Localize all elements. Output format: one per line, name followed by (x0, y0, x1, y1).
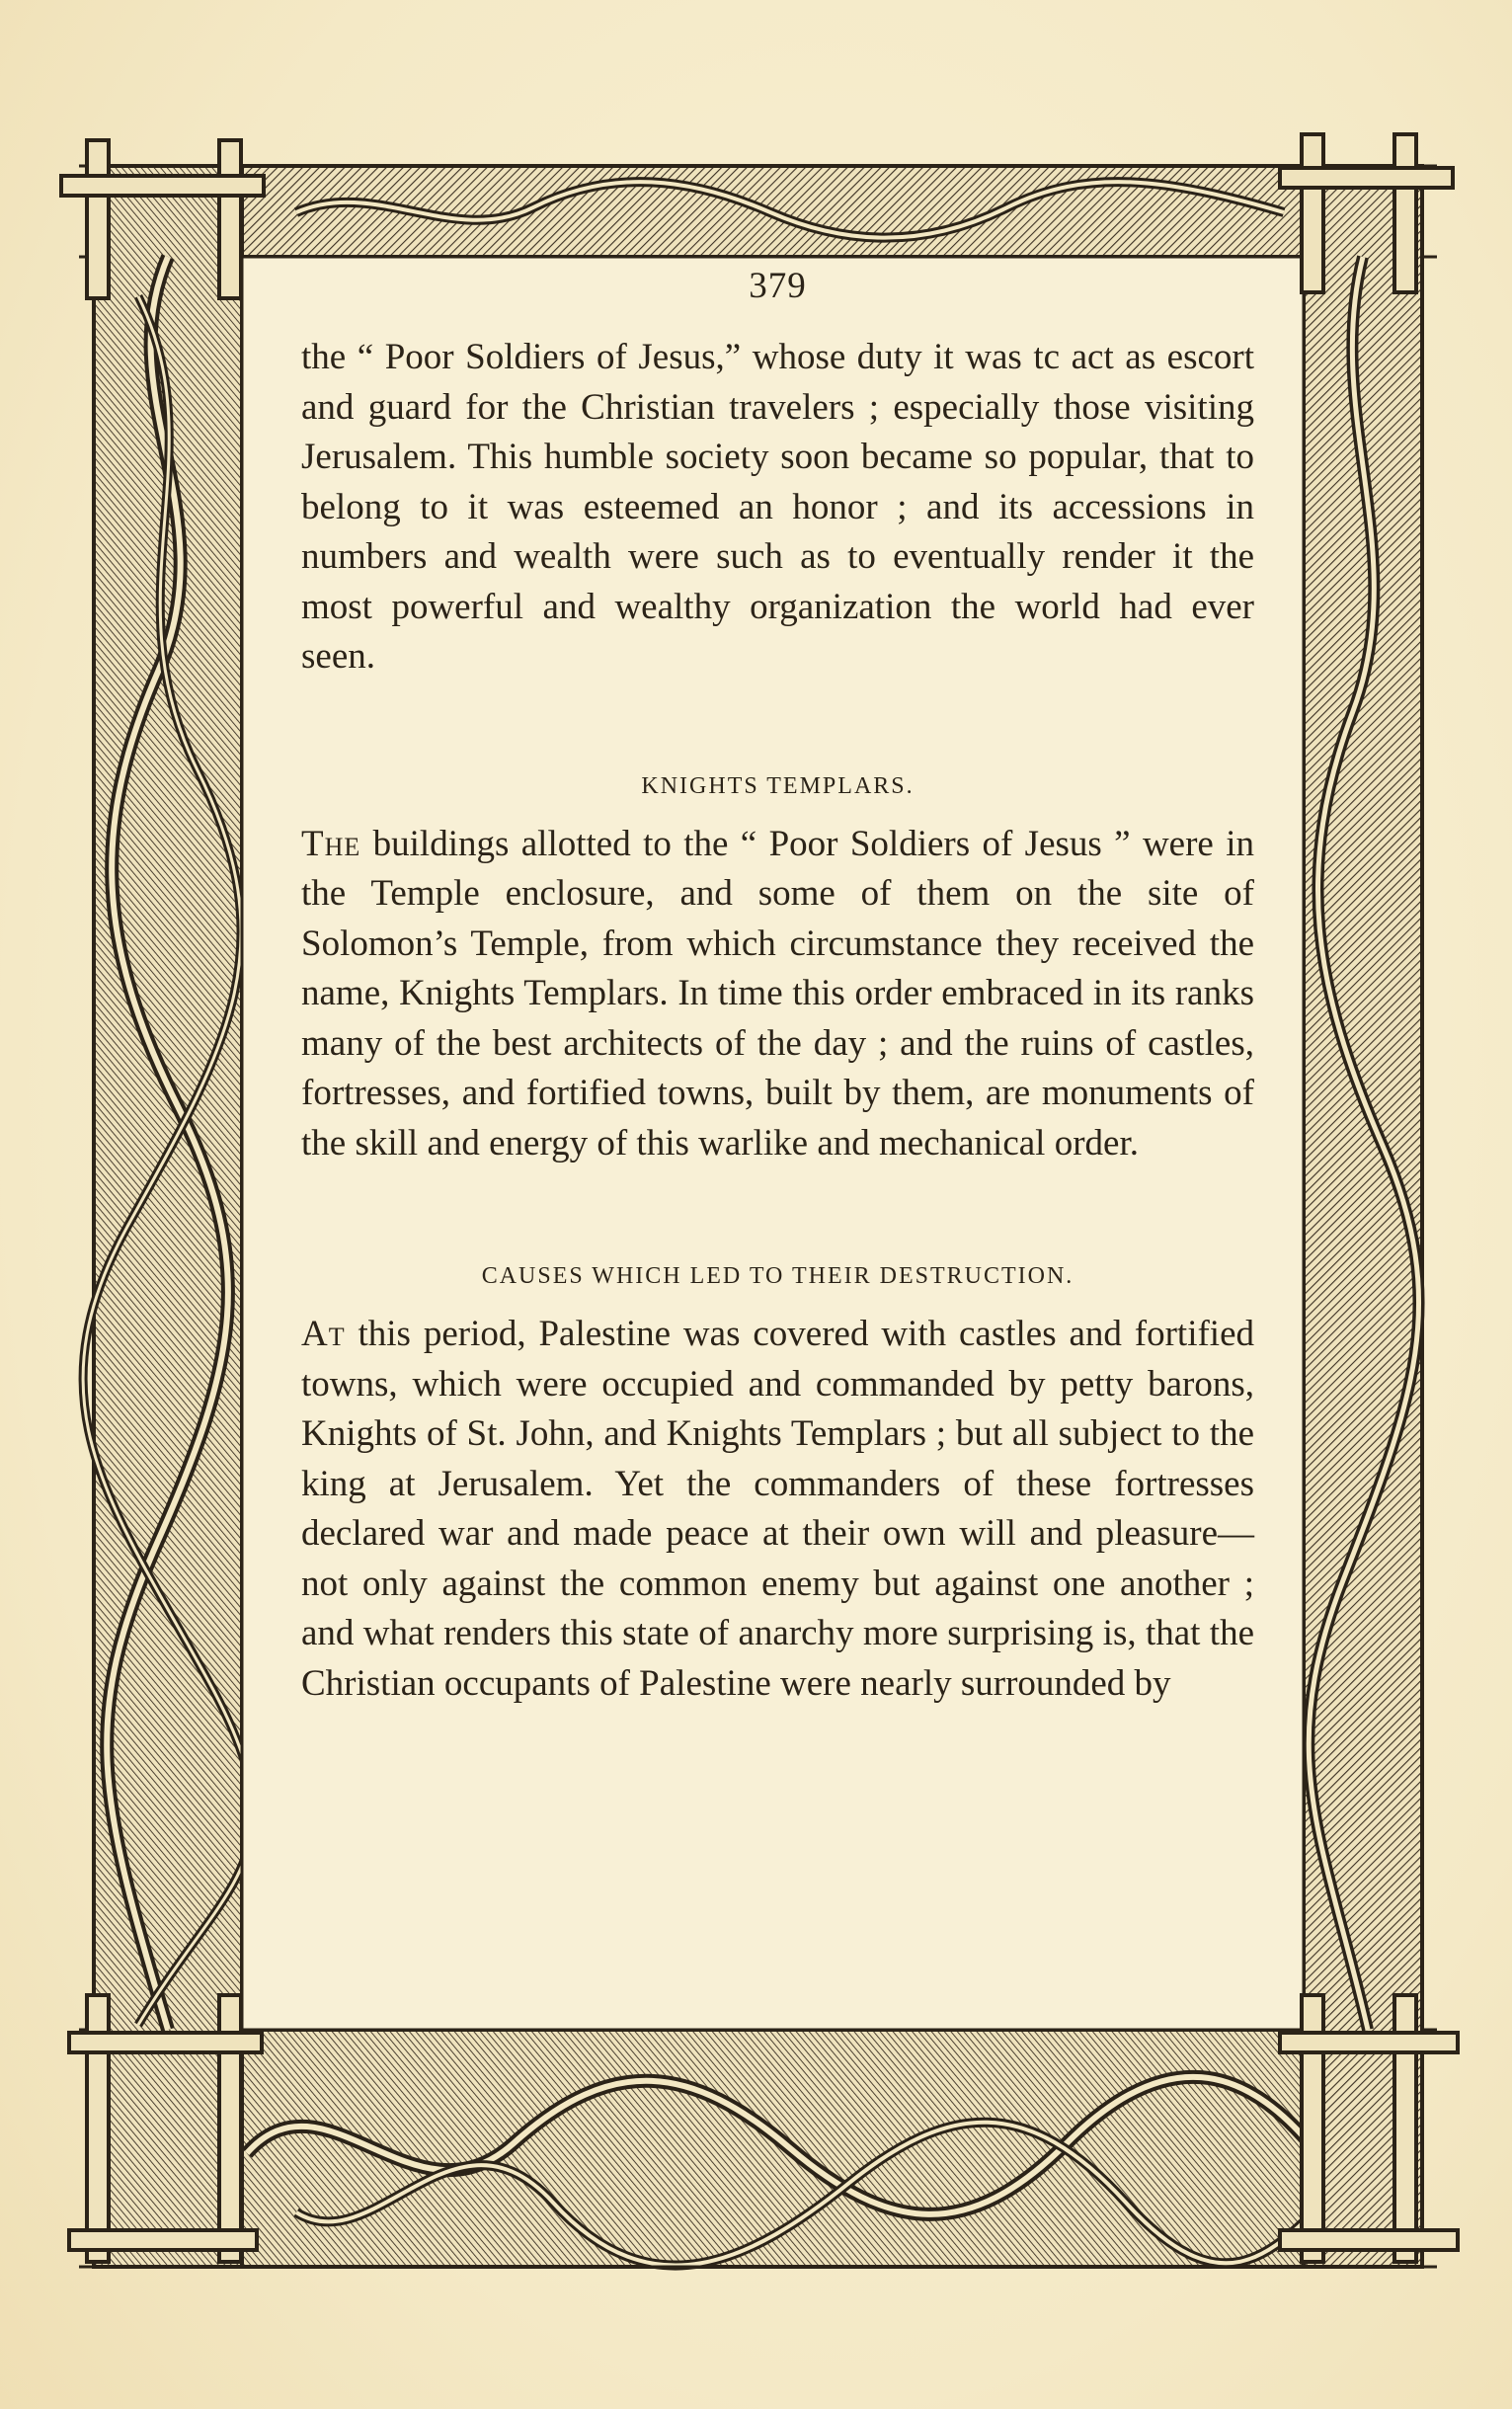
text-content (301, 265, 1254, 1964)
right-border-column (1304, 166, 1422, 2267)
top-border-band (79, 166, 1437, 257)
section-heading-causes: CAUSES WHICH LED TO THEIR DESTRUCTION. (481, 1263, 1074, 1289)
paragraph-1: the “ Poor Soldiers of Jesus,” whose duty it was tc act as escort and guard for the Christian travelers ; especially those visiting Jerusalem. This humble society soon became so popular, that to belong to it was esteemed an honor ; and its accessions in numbers and wealth were such as to eventually render it the most powerful and wealthy organization the world had ever seen. (301, 337, 1254, 677)
paragraph-2-body: buildings allotted to the “ Poor Soldiers of Jesus ” were in the Temple enclosure, and some of them on the site of Solomon’s Temple, from which circumstance they received the name, Knights Templars. In time this order embraced in its ranks many of the best architects of the day ; and the ruins of castles, fortresses, and fortified towns, built by them, are monuments of the skill and energy of this warlike and mechanical order. (301, 823, 1254, 1164)
paragraph-3 (301, 1310, 1254, 1709)
paragraph-2-lead: The (301, 823, 361, 864)
page-number: 379 (749, 266, 807, 306)
paragraph-3-lead: At (301, 1314, 346, 1354)
bottom-border-band (79, 2030, 1437, 2267)
paragraph-3-body: this period, Palestine was covered with castles and fortified towns, which were occupied and commanded by petty barons, Knights of St. John, and Knights Templars ; but all subject to the king at Jerusalem. Yet the commanders of these fortresses declared war and made peace at their own will and pleasure—not only against the common enemy but against one another ; and what renders this state of anarchy more surprising is, that the Christian occupants of Palestine were nearly surrounded by (301, 1314, 1254, 1704)
left-border-column (83, 166, 253, 2267)
paragraph-2 (301, 820, 1254, 1169)
section-heading-knights-templars: KNIGHTS TEMPLARS. (641, 772, 915, 799)
